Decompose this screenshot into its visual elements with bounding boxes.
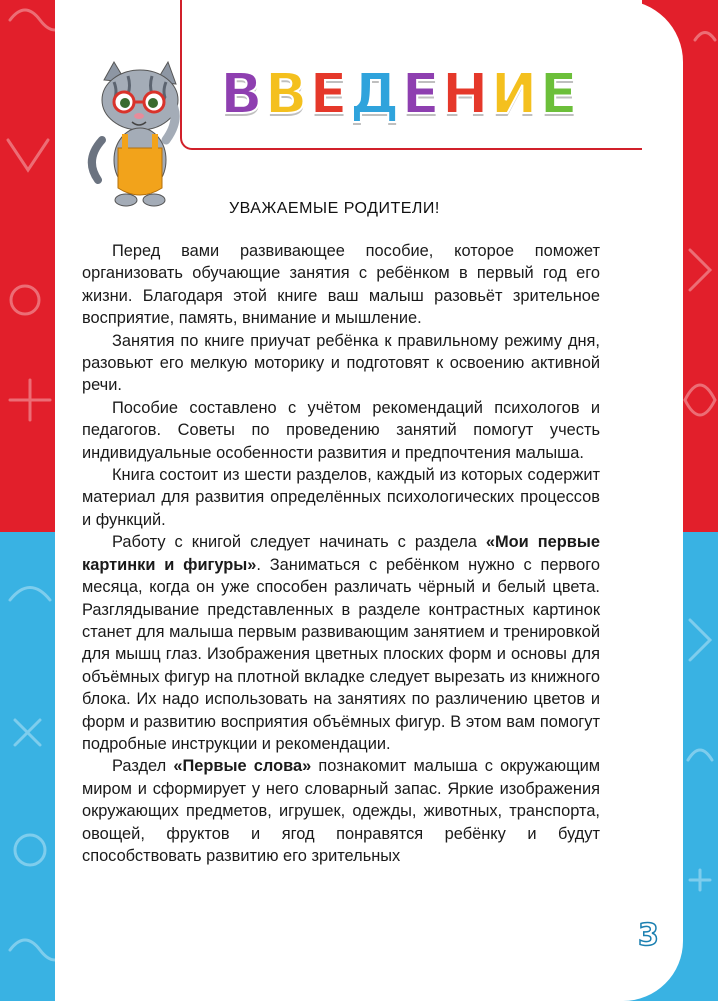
- section-name: «Первые слова»: [173, 757, 312, 776]
- greeting-heading: УВАЖАЕМЫЕ РОДИТЕЛИ!: [229, 200, 440, 217]
- paragraph: Пособие составлено с учётом рекомендаций психологов и педагогов. Советы по проведению занятий помогут учесть индивидуальные особенности развития и предпочтения малыша.: [82, 398, 600, 462]
- intro-text: [82, 240, 600, 867]
- paragraph-text: . Заниматься с ребёнком нужно с первого месяца, когда он уже способен различать чёрный и белый цвета. Разглядывание представленных в разделе контрастных картинок станет для малыша первым развивающим занятием и тренировкой для мышц глаз. Изображения цветных плоских форм и основы для объёмных фигур на плотной вкладке следует вырезать из книжного блока. Их надо использовать на занятиях по различению цветов и форм и развитию восприятия объёмных фигур. В этом вам помогут подробные инструкции и рекомендации.: [82, 555, 600, 753]
- title-letter: Д: [349, 62, 399, 127]
- title-letter: И: [490, 62, 537, 127]
- page-title: [220, 60, 577, 130]
- page-number: 3: [638, 918, 659, 953]
- title-letter: Е: [309, 62, 347, 127]
- title-letter: Е: [401, 62, 439, 127]
- section-name: «Мои первые картинки и фигуры»: [82, 533, 600, 574]
- title-letter: В: [220, 62, 262, 127]
- paragraph-text: Работу с книгой следует начинать с раздела: [112, 533, 486, 552]
- title-letter: Н: [441, 62, 488, 127]
- paragraph: Книга состоит из шести разделов, каждый из которых содержит материал для развития определённых психологических процессов и функций.: [82, 466, 600, 529]
- paragraph: [82, 531, 600, 755]
- paragraph-text: Раздел: [112, 757, 174, 776]
- paragraph: Перед вами развивающее пособие, которое поможет организовать обучающие занятия с ребёнком в первый год его жизни. Благодаря этой книге ваш малыш разовьёт зрительное восприятие, память, внимание и мышление.: [82, 242, 600, 328]
- paragraph-text: познакомит малыша с окружающим миром и сформирует у него словарный запас. Яркие изображения окружающих предметов, игрушек, одежды, животных, транспорта, овощей, фруктов и ягод понравятся ребёнку и будут способствовать развитию его зрительных: [82, 757, 601, 865]
- title-letter: В: [264, 62, 307, 127]
- title-letter: Е: [539, 62, 577, 127]
- kitten-mascot-illustration: [84, 60, 196, 210]
- paragraph: [82, 755, 600, 867]
- paragraph: Занятия по книге приучат ребёнка к правильному режиму дня, разовьют его мелкую моторику и подготовят к освоению активной речи.: [82, 331, 600, 395]
